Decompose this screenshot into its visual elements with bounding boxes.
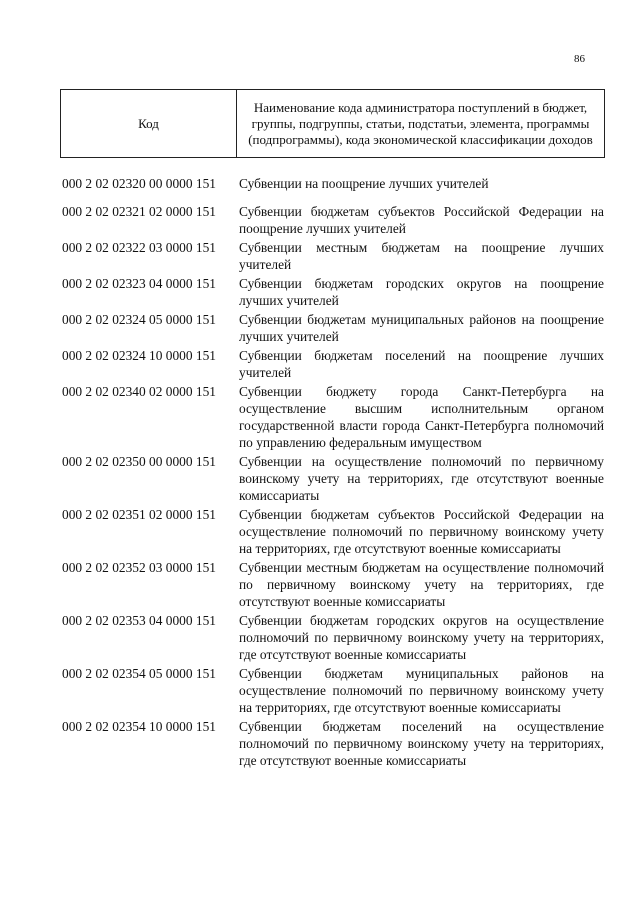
row-code: 000 2 02 02321 02 0000 151 — [62, 204, 216, 219]
table-row — [62, 203, 604, 237]
row-code: 000 2 02 02340 02 0000 151 — [62, 384, 216, 399]
row-code: 000 2 02 02352 03 0000 151 — [62, 560, 216, 575]
table-row — [62, 383, 604, 451]
table-header — [60, 89, 605, 158]
table-row — [62, 665, 604, 716]
header-code-cell: Код — [61, 90, 237, 157]
row-code: 000 2 02 02320 00 0000 151 — [62, 176, 216, 191]
row-description: Субвенции на поощрение лучших учителей — [239, 176, 489, 191]
page-number: 86 — [574, 53, 585, 65]
table-row — [62, 718, 604, 769]
row-code: 000 2 02 02353 04 0000 151 — [62, 613, 216, 628]
header-name-cell: Наименование кода администратора поступлений в бюджет, группы, подгруппы, статьи, подстатьи, элемента, программы (подпрограммы), кода экономической классификации доходов — [248, 99, 593, 147]
row-description: Субвенции бюджетам городских округов на осуществление полномочий по первичному воинскому учету на территориях, где отсутствуют военные комиссариаты — [239, 613, 604, 662]
row-description: Субвенции бюджетам городских округов на поощрение лучших учителей — [239, 276, 604, 308]
row-code: 000 2 02 02322 03 0000 151 — [62, 240, 216, 255]
row-description: Субвенции на осуществление полномочий по первичному воинскому учету на территориях, где отсутствуют военные комиссариаты — [239, 454, 604, 503]
row-description: Субвенции местным бюджетам на осуществление полномочий по первичному воинскому учету на территориях, где отсутствуют военные комиссариаты — [239, 560, 604, 609]
row-description: Субвенции бюджетам муниципальных районов на осуществление полномочий по первичному воинскому учету на территориях, где отсутствуют военные комиссариаты — [239, 666, 604, 715]
row-description: Субвенции бюджетам поселений на осуществление полномочий по первичному воинскому учету на территориях, где отсутствуют военные комиссариаты — [239, 719, 604, 768]
classification-rows — [62, 175, 604, 771]
row-code: 000 2 02 02354 05 0000 151 — [62, 666, 216, 681]
row-description: Субвенции бюджетам муниципальных районов на поощрение лучших учителей — [239, 312, 604, 344]
row-description: Субвенции бюджету города Санкт-Петербурга на осуществление высшим исполнительным органом государственной власти города Санкт-Петербурга полномочий по управлению федеральным имуществом — [239, 384, 604, 450]
row-description: Субвенции бюджетам поселений на поощрение лучших учителей — [239, 348, 604, 380]
table-row — [62, 311, 604, 345]
table-row — [62, 175, 604, 192]
row-description: Субвенции бюджетам субъектов Российской Федерации на поощрение лучших учителей — [239, 204, 604, 236]
table-row — [62, 347, 604, 381]
table-row — [62, 453, 604, 504]
row-code: 000 2 02 02324 05 0000 151 — [62, 312, 216, 327]
table-row — [62, 275, 604, 309]
table-row — [62, 239, 604, 273]
row-code: 000 2 02 02324 10 0000 151 — [62, 348, 216, 363]
table-row — [62, 612, 604, 663]
table-row — [62, 559, 604, 610]
row-description: Субвенции местным бюджетам на поощрение лучших учителей — [239, 240, 604, 272]
row-description: Субвенции бюджетам субъектов Российской Федерации на осуществление полномочий по первичному воинскому учету на территориях, где отсутствуют военные комиссариаты — [239, 507, 604, 556]
row-code: 000 2 02 02354 10 0000 151 — [62, 719, 216, 734]
row-code: 000 2 02 02351 02 0000 151 — [62, 507, 216, 522]
table-row — [62, 506, 604, 557]
row-code: 000 2 02 02350 00 0000 151 — [62, 454, 216, 469]
row-code: 000 2 02 02323 04 0000 151 — [62, 276, 216, 291]
